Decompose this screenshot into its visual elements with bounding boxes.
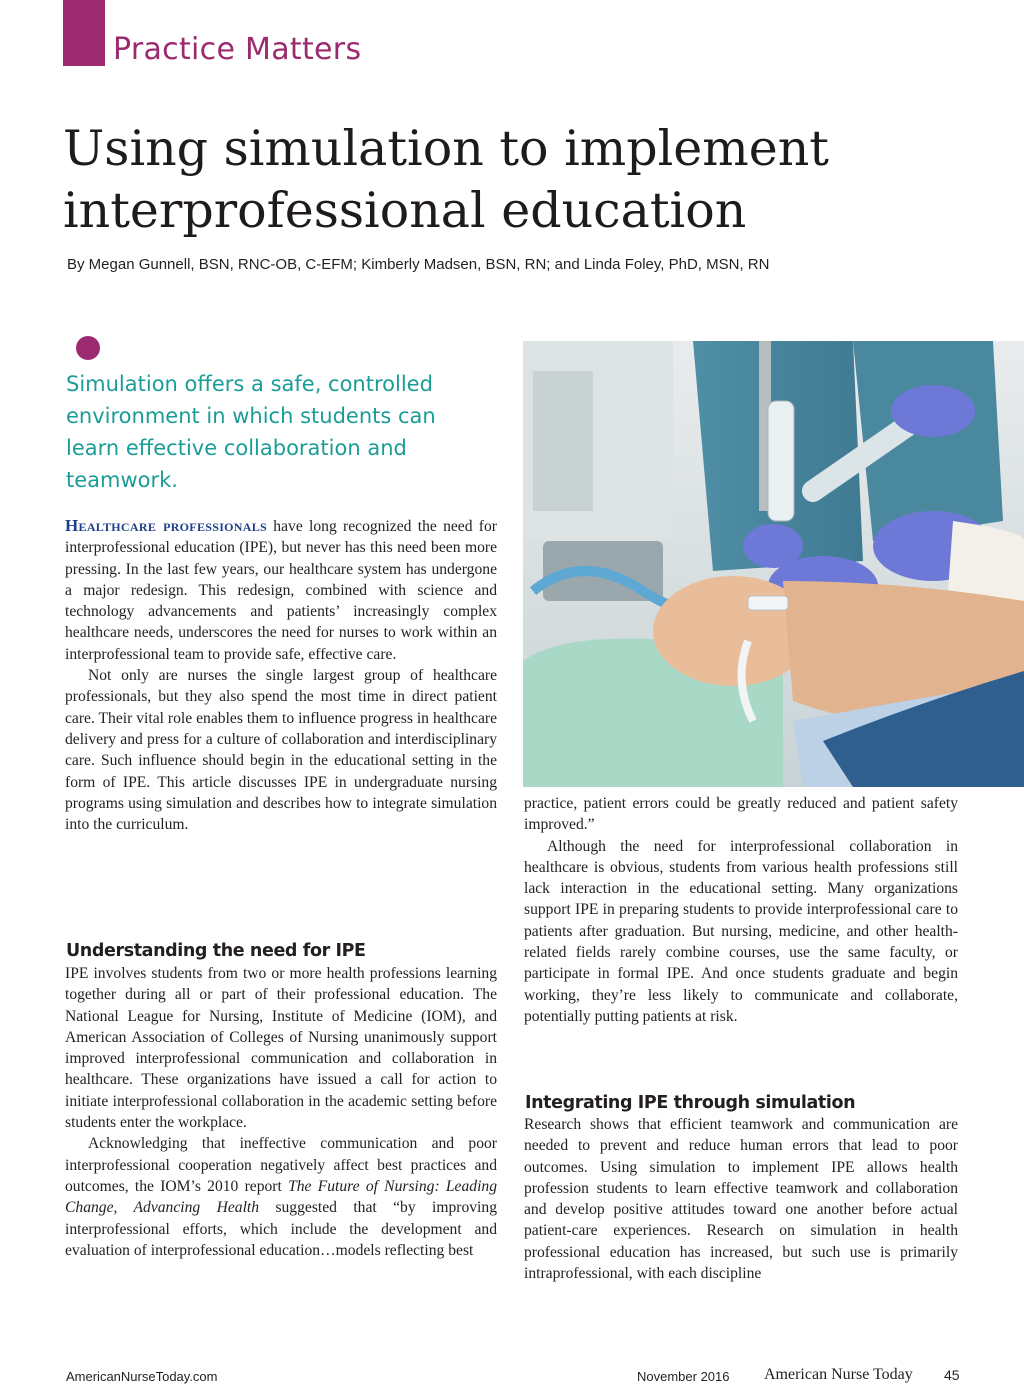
body-paragraph: Although the need for interprofessional collaboration in healthcare is obvious, students from various health professions still lack interaction in the educational setting. Many organizations support IPE in preparing students to provide interprofessional care to patients after graduation. But nursing, medicine, and other health-related fields rarely combine courses, use the same faculty, or participate in formal IPE. And once students graduate and begin working, they’re less likely to communicate and collaborate, potentially putting patients at risk. (524, 837, 958, 1025)
byline: By Megan Gunnell, BSN, RNC-OB, C-EFM; Kimberly Madsen, BSN, RN; and Linda Foley, PhD, MSN, RN (67, 256, 770, 273)
article-title: Using simulation to implement interprofessional education (63, 120, 829, 239)
body-column-right-bottom (524, 1114, 958, 1284)
body-column-left-top (65, 515, 497, 835)
body-paragraph: IPE involves students from two or more health professions learning together during all or part of their professional education. The National League for Nursing, Institute of Medicine (IOM), and American Association of Colleges of Nursing unanimously support improved interprofessional communication and collaboration in healthcare. These organizations have issued a call for action to initiate interprofessional collaboration in the academic setting before students enter the workplace. (65, 965, 497, 1132)
section-color-bar (63, 0, 105, 66)
body-paragraph: Not only are nurses the single largest group of healthcare professionals, but they also spend the most time in direct patient care. Their vital role enables them to influence progress in healthcare delivery and press for a culture of collaboration and interdisciplinary care. Such influence should begin in the educational setting in the form of IPE. This article discusses IPE in undergraduate nursing programs using simulation and describes how to integrate simulation into the curriculum. (65, 667, 497, 834)
body-paragraph: practice, patient errors could be greatly reduced and patient safety improved.” (524, 795, 958, 834)
footer-website: AmericanNurseToday.com (66, 1369, 218, 1384)
footer-date: November 2016 (637, 1369, 730, 1384)
section-label: Practice Matters (113, 32, 362, 67)
body-paragraph: Research shows that efficient teamwork and communication are needed to prevent and reduce human errors that lead to poor outcomes. Using simulation to implement IPE allows health profession students to learn effective teamwork and collaboration and develop positive attitudes toward one another before actual patient-care experiences. Research on simulation in health professional education has increased, but such use is primarily intraprofessional, with each discipline (524, 1116, 958, 1283)
body-column-left-bottom (65, 963, 497, 1261)
simulation-photo (523, 341, 1024, 787)
subhead-integrating: Integrating IPE through simulation (525, 1093, 856, 1113)
text-run: Acknowledging that ineffective communication and poor interprofessional cooperation negatively affect best practices and outcomes, the IOM’s 2010 report (65, 1135, 497, 1195)
pull-quote-dot (76, 336, 100, 360)
page-number: 45 (944, 1367, 960, 1383)
pull-quote: Simulation offers a safe, controlled environment in which students can learn effective collaboration and teamwork. (66, 372, 436, 492)
text-run: suggested that “by improving interprofessional efforts, which include the development and evaluation of interprofessional education…models reflecting best (65, 1199, 497, 1259)
body-column-right-top (524, 793, 958, 1027)
body-paragraph (65, 1133, 497, 1261)
lead-in: Healthcare professionals (65, 516, 268, 535)
report-title: The Future of Nursing: Leading Change, Advancing Health (65, 1177, 497, 1217)
body-paragraph (65, 515, 497, 665)
intro-text: have long recognized the need for interprofessional education (IPE), but never has this need been more pressing. In the last few years, our healthcare system has undergone a major redesign. This redesign, combined with science and technology advancements and patients’ increasingly complex healthcare needs, underscores the need for nurses to work within an interprofessional team to provide safe, effective care. (65, 518, 497, 663)
footer-magazine: American Nurse Today (764, 1366, 913, 1383)
subhead-understanding: Understanding the need for IPE (66, 941, 366, 961)
